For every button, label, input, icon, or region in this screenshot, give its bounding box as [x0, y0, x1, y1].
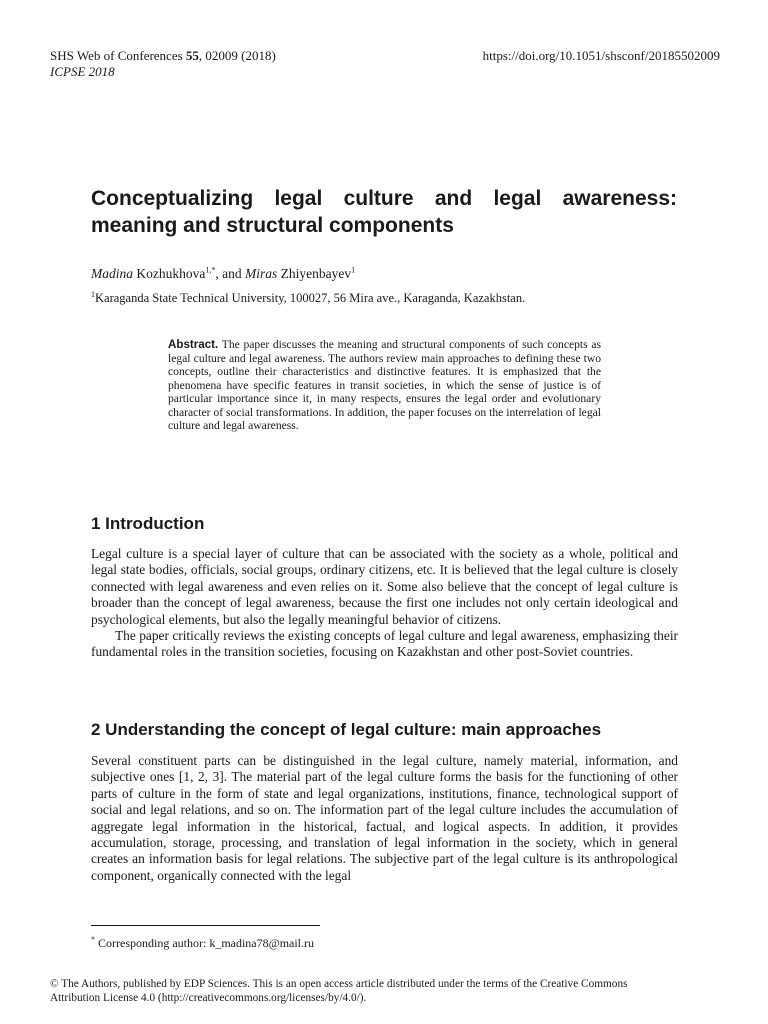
introduction-body: [91, 546, 678, 661]
abstract: [168, 338, 601, 433]
section-heading-legal-culture: 2 Understanding the concept of legal culture: main approaches: [91, 720, 602, 739]
paragraph: Several constituent parts can be distinguished in the legal culture, namely material, information, and subjective ones [1, 2, 3]. The material part of the legal culture forms the basis for the functioning of other parts of culture in the form of state and legal organizations, institutions, finance, technological support of social and legal relations, and so on. The information part of the legal culture includes the accumulation of aggregate legal information in the historical, factual, and logical aspects. In addition, it provides accumulation, storage, processing, and translation of legal information in the society, which in general creates an information basis for legal relations. The subjective part of the legal culture is its anthropological component, organically connected with the legal: [91, 753, 678, 883]
section-2-body: [91, 753, 678, 884]
abstract-label: Abstract.: [168, 338, 219, 351]
paragraph: Legal culture is a special layer of culture that can be associated with the society as a whole, political and legal state bodies, officials, social groups, ordinary citizens, etc. It is believed that the legal culture is closely connected with legal awareness and even relies on it. Some also believe that the concept of legal culture is broader than the concept of legal awareness, because the first one includes not only certain ideological and psychological elements, but also the legally meaningful behavior of citizens.: [91, 546, 678, 627]
section-heading-introduction: 1 Introduction: [91, 514, 205, 533]
license-notice: © The Authors, published by EDP Sciences. This is an open access article distributed under the terms of the Creative Commons Attribution License 4.0 (http://creativecommons.org/licenses/by/4.0/).: [50, 978, 628, 1004]
affiliation: $^1$Karaganda State Technical University, 100027, 56 Mira ave., Karaganda, Kazakhstan.: [91, 289, 526, 305]
paper-title: Conceptualizing legal culture and legal awareness: meaning and structural components: [91, 187, 677, 237]
author-list: Madina Kozhukhova$^{1,*}$, and Miras Zhiyenbayev$^1$: [91, 265, 356, 281]
footnote-rule: [91, 925, 320, 926]
journal-citation: SHS Web of Conferences 55, 02009 (2018): [50, 48, 276, 63]
paragraph: The paper critically reviews the existing concepts of legal culture and legal awareness, emphasizing their fundamental roles in the transition societies, focusing on Kazakhstan and other post-Soviet countries.: [91, 628, 678, 660]
volume-number: 55: [185, 48, 199, 63]
abstract-text: The paper discusses the meaning and structural components of such concepts as legal culture and legal awareness. The authors review main approaches to defining these two concepts, outline their characteristics and distinctive features. It is emphasized that the phenomena have specific features in transit societies, in which the sense of justice is of particular importance since it, in many respects, ensures the legal order and evolutionary character of social transformations. In addition, the paper focuses on the interrelation of legal culture and legal awareness.: [168, 338, 601, 432]
footnote: * Corresponding author: k_madina78@mail.ru: [91, 935, 315, 950]
doi-link[interactable]: https://doi.org/10.1051/shsconf/20185502009: [482, 48, 720, 63]
conference-name: ICPSE 2018: [50, 64, 115, 79]
